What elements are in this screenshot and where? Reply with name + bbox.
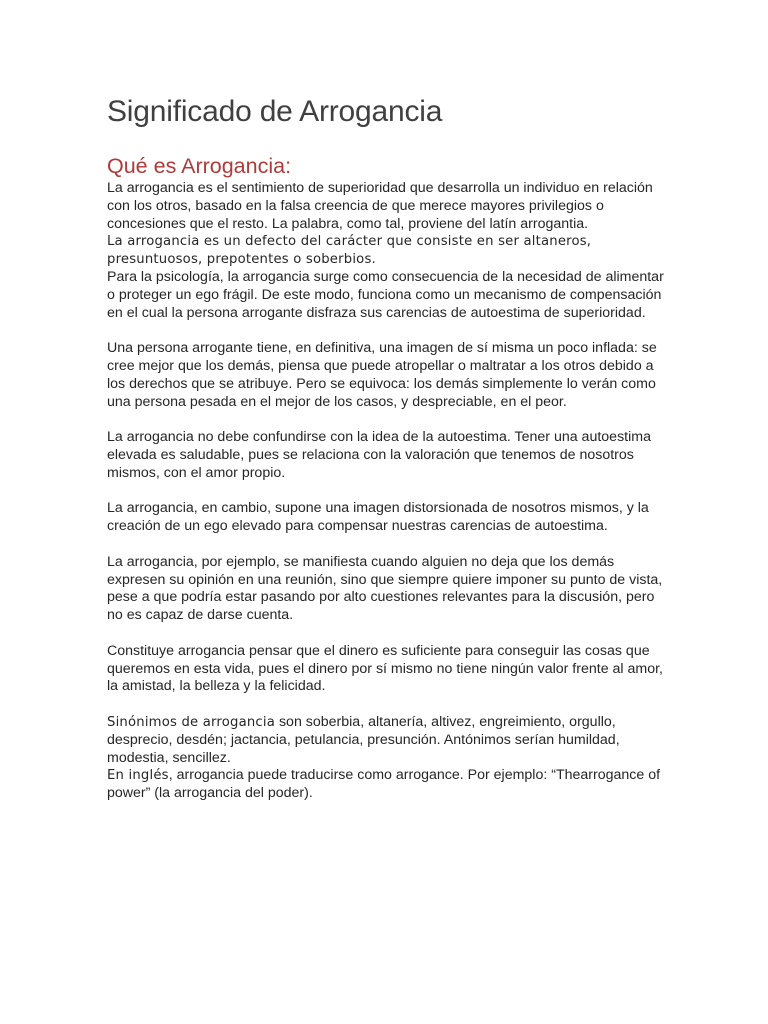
paragraph-distorted-image: La arrogancia, en cambio, supone una imagen distorsionada de nosotros mismos, y la creación de un ego elevado para compensar nuestras carencias de autoestima. <box>107 500 649 535</box>
document-page <box>107 94 667 803</box>
paragraph-character-defect: La arrogancia es un defecto del carácter que consiste en ser altaneros, presuntuosos, prepotentes o soberbios. <box>107 234 592 268</box>
section-heading: Qué es Arrogancia: <box>107 154 292 178</box>
synonyms-lead: Sinónimos de arrogancia <box>107 714 276 730</box>
paragraph-example: La arrogancia, por ejemplo, se manifiesta cuando alguien no deja que los demás expresen su opinión en una reunión, sino que siempre quiere imponer su punto de vista, pese a que podría estar pasando por alto cuestiones relevantes para la discusión, pero no es capaz de darse cuenta. <box>107 553 663 624</box>
paragraph-arrogant-person: Una persona arrogante tiene, en definitiva, una imagen de sí misma un poco inflada: se cree mejor que los demás, piensa que puede atropellar o maltratar a los otros debido a los derechos que se atribuye. Pero se equivoca: los demás simplemente lo verán como una persona pesada en el mejor de los casos, y despreciable, en el peor. <box>107 340 657 410</box>
paragraph-english <box>107 767 667 803</box>
english-text: , arrogancia puede traducirse como arrogance. Por ejemplo: “Thearrogance of power” (la arrogancia del poder). <box>107 767 661 802</box>
paragraph-psychology: Para la psicología, la arrogancia surge como consecuencia de la necesidad de alimentar o proteger un ego frágil. De este modo, funciona como un mecanismo de compensación en el cual la persona arrogante disfraza sus carencias de autoestima de superioridad. <box>107 268 664 321</box>
paragraph-definition: La arrogancia es el sentimiento de superioridad que desarrolla un individuo en relación con los otros, basado en la falsa creencia de que merece mayores privilegios o concesiones que el resto. La palabra, como tal, proviene del latín arrogantia. <box>107 180 653 232</box>
synonyms-text: son soberbia, altanería, altivez, engreimiento, orgullo, desprecio, desdén; jactancia, petulancia, presunción. Antónimos serían humildad, modestia, sencillez. <box>107 713 620 766</box>
paragraph-money: Constituye arrogancia pensar que el dinero es suficiente para conseguir las cosas que queremos en esta vida, pues el dinero por sí mismo no tiene ningún valor frente al amor, la amistad, la belleza y la felicidad. <box>107 642 663 695</box>
page-title: Significado de Arrogancia <box>107 95 443 128</box>
english-lead: En inglés <box>107 768 169 784</box>
paragraph-self-esteem: La arrogancia no debe confundirse con la idea de la autoestima. Tener una autoestima elevada es saludable, pues se relaciona con la valoración que tenemos de nosotros mismos, con el amor propio. <box>107 429 651 481</box>
paragraph-synonyms <box>107 714 667 767</box>
